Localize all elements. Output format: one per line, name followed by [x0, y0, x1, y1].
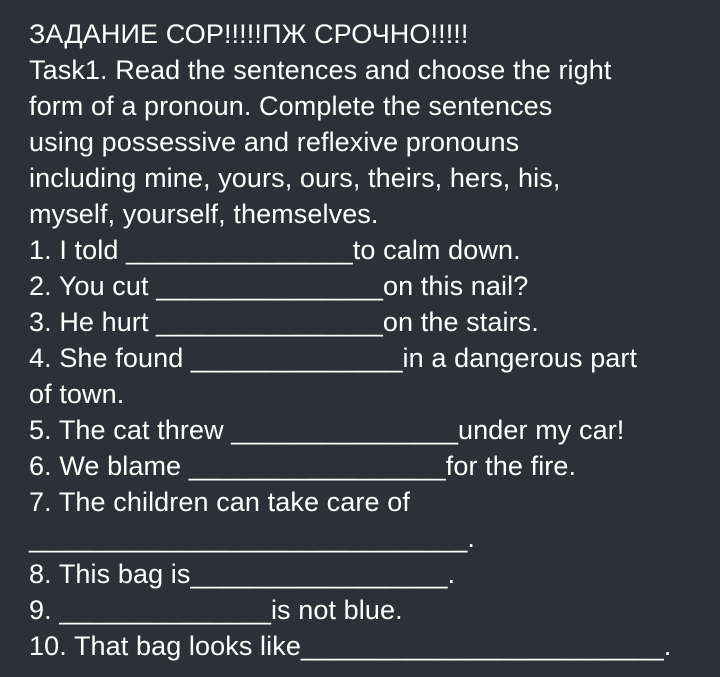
exercise-line: 1. I told _______________to calm down.	[29, 235, 521, 265]
exercise-line: 5. The cat threw _______________under my car!	[29, 415, 625, 445]
instruction-line: myself, yourself, themselves.	[29, 199, 379, 229]
exercise-line: 6. We blame _________________for the fire.	[29, 451, 577, 481]
exercise-line: of town.	[29, 379, 125, 409]
exercise-line: 4. She found ______________in a dangerous part	[29, 343, 638, 373]
exercise-line: 2. You cut _______________on this nail?	[29, 271, 529, 301]
exercise-line: _____________________________.	[29, 523, 475, 553]
exercise-line: 8. This bag is_________________.	[29, 559, 456, 589]
instruction-line: using possessive and reflexive pronouns	[29, 127, 520, 157]
exercise-line: 9. ______________is not blue.	[29, 595, 403, 625]
exercise-line: 3. He hurt _______________on the stairs.	[29, 307, 539, 337]
instruction-line: form of a pronoun. Complete the sentences	[29, 91, 553, 121]
instruction-line: including mine, yours, ours, theirs, hers, his,	[29, 163, 561, 193]
assignment-header: ЗАДАНИЕ СОР!!!!!ПЖ СРОЧНО!!!!!	[29, 19, 469, 49]
instruction-line: Task1. Read the sentences and choose the right	[29, 55, 612, 85]
exercise-line: 10. That bag looks like________________________.	[29, 631, 672, 661]
exercise-line: 7. The children can take care of	[29, 487, 410, 517]
